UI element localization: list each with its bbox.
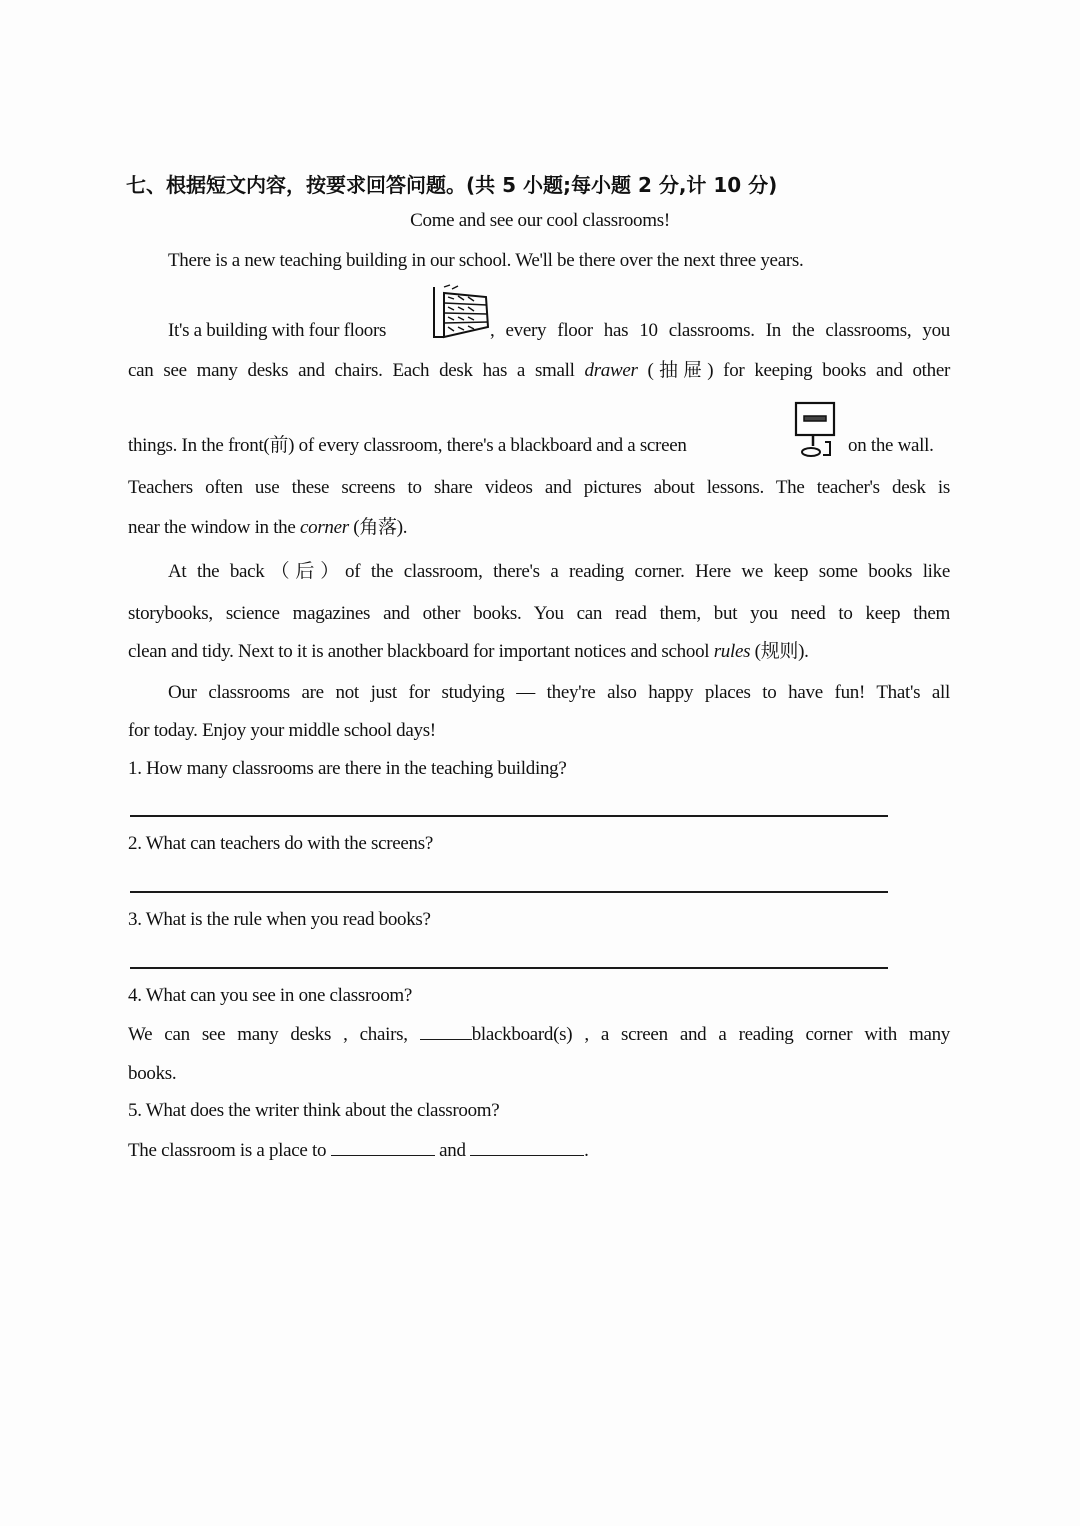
paragraph-2-text: can see many desks and chairs. Each desk has a small: [128, 360, 575, 381]
paragraph-2-line-3-end: [848, 433, 934, 459]
answer-text: .: [584, 1140, 589, 1161]
paragraph-2-line-5: [128, 515, 407, 541]
question-4: [128, 983, 412, 1009]
paragraph-3-line-3: [128, 639, 809, 665]
question-4-answer-end: [128, 1061, 176, 1087]
paragraph-2-line-3: [128, 433, 687, 459]
paragraph-4-text: for today. Enjoy your middle school days!: [128, 720, 436, 741]
paragraph-4-line-2: [128, 718, 436, 744]
answer-line-3[interactable]: [130, 967, 888, 969]
answer-text: and: [439, 1140, 466, 1161]
answer-blank-4[interactable]: [420, 1021, 472, 1040]
question-text: What can teachers do with the screens?: [145, 833, 433, 854]
paragraph-2-text: It's a building with four floors: [168, 320, 387, 341]
paragraph-2-line-4: [128, 475, 950, 501]
question-1: [128, 756, 566, 782]
building-icon: [430, 283, 496, 341]
vocab-drawer: drawer: [584, 360, 638, 381]
answer-line-2[interactable]: [130, 891, 888, 893]
vocab-rules: rules: [713, 641, 751, 662]
paragraph-2-text: on the wall.: [848, 435, 934, 456]
question-4-answer-sentence: [128, 1021, 950, 1048]
paragraph-2-text: Teachers often use these screens to share videos and pictures about lessons. The teacher's desk is: [128, 477, 950, 498]
question-number: 4.: [128, 985, 142, 1006]
paragraph-2-text: (抽屉) for keeping books and other: [647, 360, 950, 381]
paragraph-1: [128, 248, 950, 274]
passage-title: Come and see our cool classrooms!: [410, 210, 670, 231]
question-text: What can you see in one classroom?: [145, 985, 413, 1006]
paragraph-3-text: storybooks, science magazines and other books. You can read them, but you need to keep them: [128, 603, 950, 624]
answer-blank-5b[interactable]: [470, 1137, 584, 1156]
paragraph-3-line-1: [128, 559, 950, 585]
question-number: 1.: [128, 758, 142, 779]
paragraph-4-text: Our classrooms are not just for studying — they're also happy places to have fun! That's all: [168, 682, 950, 703]
paragraph-2-line-2: [128, 358, 950, 384]
paragraph-2-text: , every floor has 10 classrooms. In the classrooms, you: [490, 320, 950, 341]
paragraph-3-text: clean and tidy. Next to it is another blackboard for important notices and school: [128, 641, 710, 662]
answer-line-1[interactable]: [130, 815, 888, 817]
answer-text: blackboard(s) , a screen and a reading corner with many: [471, 1024, 950, 1045]
question-number: 2.: [128, 833, 142, 854]
paragraph-2-line-1-end: [490, 318, 950, 344]
section-heading: 七、根据短文内容，按要求回答问题。(共 5 小题;每小题 2 分,计 10 分): [126, 173, 778, 197]
screen-icon: [792, 400, 840, 460]
question-2: [128, 831, 433, 857]
question-5: [128, 1098, 499, 1124]
answer-blank-5a[interactable]: [331, 1137, 435, 1156]
question-text: What is the rule when you read books?: [145, 909, 431, 930]
paragraph-3-text: At the back（后）of the classroom, there's a reading corner. Here we keep some books like: [168, 561, 950, 582]
answer-text: books.: [128, 1063, 177, 1084]
paragraph-4-line-1: [128, 680, 950, 706]
question-3: [128, 907, 431, 933]
paragraph-2-line-1: [168, 318, 386, 344]
question-text: What does the writer think about the classroom?: [145, 1100, 500, 1121]
question-5-answer-sentence: [128, 1137, 589, 1164]
vocab-corner: corner: [299, 517, 349, 538]
paragraph-3-line-2: [128, 601, 950, 627]
question-text: How many classrooms are there in the teaching building?: [146, 758, 567, 779]
question-number: 3.: [128, 909, 142, 930]
paragraph-2-text: (角落).: [353, 517, 408, 538]
answer-text: We can see many desks , chairs,: [128, 1024, 408, 1045]
paragraph-3-text: (规则).: [754, 641, 809, 662]
question-number: 5.: [128, 1100, 142, 1121]
paragraph-1-text: There is a new teaching building in our school. We'll be there over the next three years.: [168, 250, 804, 271]
paragraph-2-text: things. In the front(前) of every classroom, there's a blackboard and a screen: [128, 435, 687, 456]
paragraph-2-text: near the window in the: [128, 517, 296, 538]
answer-text: The classroom is a place to: [128, 1140, 327, 1161]
